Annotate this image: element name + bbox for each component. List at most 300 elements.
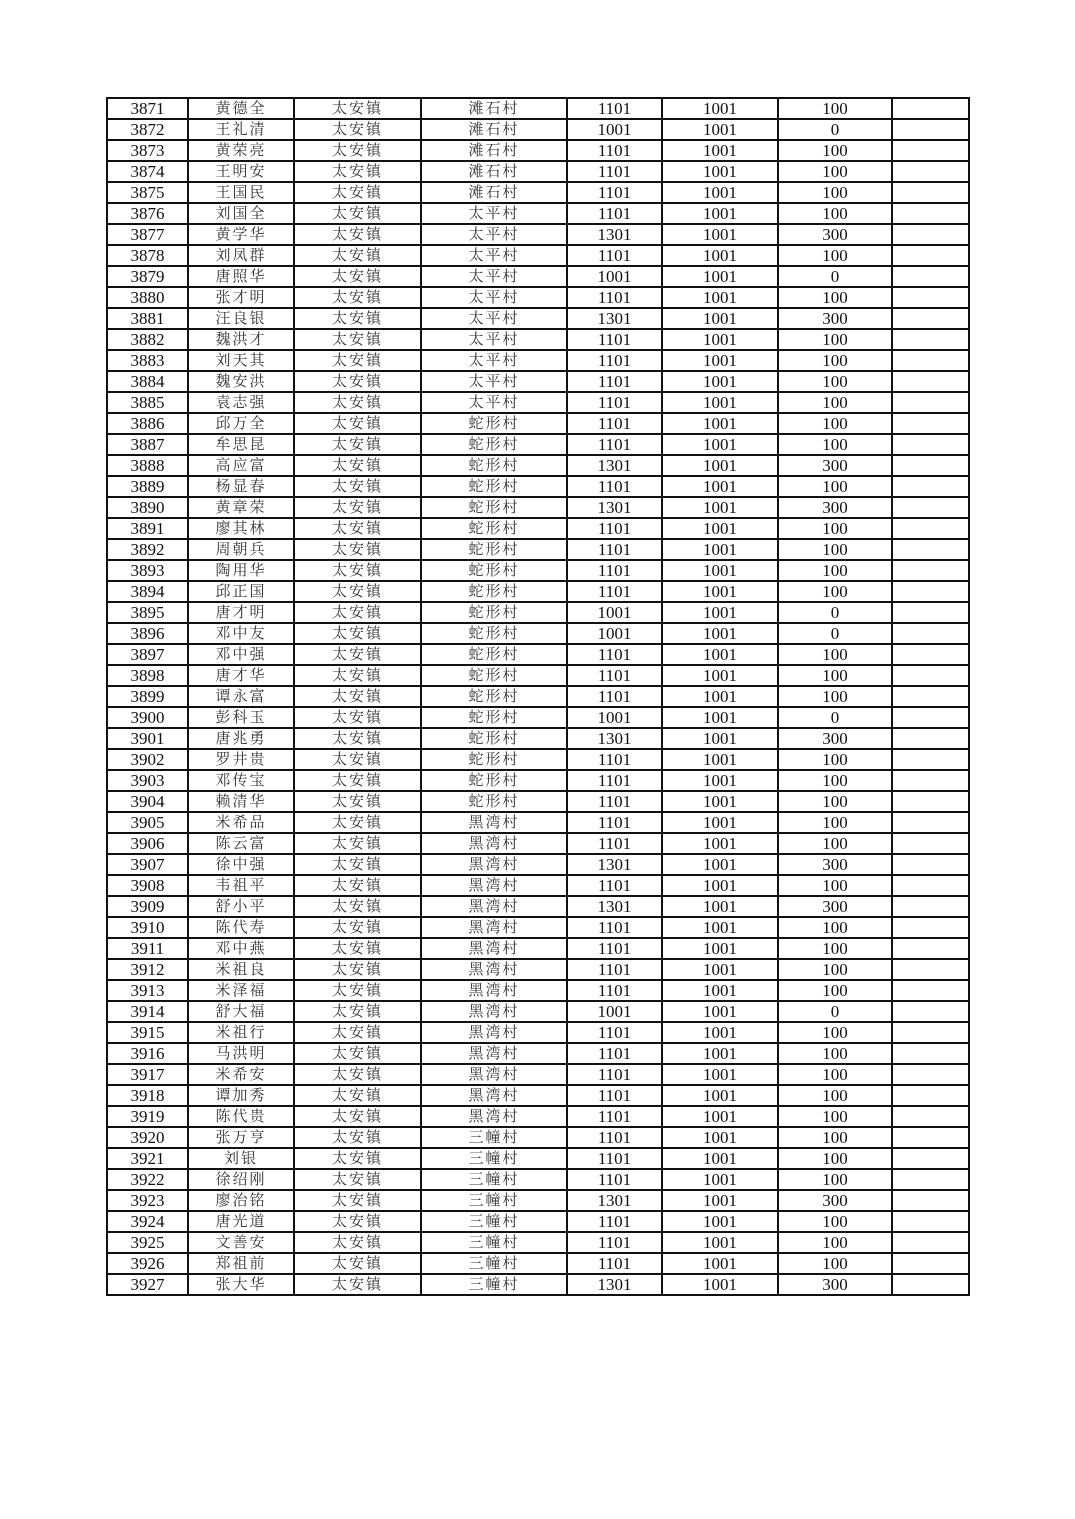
cell-town: 太安镇 — [294, 770, 421, 791]
cell-note — [892, 896, 969, 917]
cell-note — [892, 1022, 969, 1043]
cell-serial-number: 3919 — [107, 1106, 188, 1127]
cell-amount: 100 — [778, 329, 892, 350]
cell-serial-number: 3871 — [107, 98, 188, 119]
cell-code-2: 1001 — [662, 560, 778, 581]
cell-code-1: 1101 — [567, 875, 662, 896]
cell-name: 王国民 — [188, 182, 294, 203]
cell-town: 太安镇 — [294, 560, 421, 581]
cell-code-1: 1001 — [567, 266, 662, 287]
cell-note — [892, 1148, 969, 1169]
table-row — [107, 161, 969, 182]
cell-name: 韦祖平 — [188, 875, 294, 896]
cell-code-1: 1101 — [567, 287, 662, 308]
cell-village: 蛇形村 — [421, 497, 567, 518]
table-row — [107, 1232, 969, 1253]
cell-serial-number: 3906 — [107, 833, 188, 854]
table-row — [107, 476, 969, 497]
cell-amount: 100 — [778, 350, 892, 371]
cell-code-2: 1001 — [662, 476, 778, 497]
cell-town: 太安镇 — [294, 791, 421, 812]
cell-village: 蛇形村 — [421, 770, 567, 791]
table-row — [107, 245, 969, 266]
cell-serial-number: 3926 — [107, 1253, 188, 1274]
cell-code-2: 1001 — [662, 812, 778, 833]
cell-code-2: 1001 — [662, 350, 778, 371]
cell-serial-number: 3918 — [107, 1085, 188, 1106]
cell-code-1: 1101 — [567, 434, 662, 455]
cell-amount: 100 — [778, 392, 892, 413]
cell-amount: 300 — [778, 854, 892, 875]
cell-town: 太安镇 — [294, 812, 421, 833]
cell-note — [892, 245, 969, 266]
cell-note — [892, 980, 969, 1001]
cell-name: 邓传宝 — [188, 770, 294, 791]
cell-serial-number: 3894 — [107, 581, 188, 602]
cell-amount: 100 — [778, 686, 892, 707]
cell-amount: 100 — [778, 749, 892, 770]
cell-code-2: 1001 — [662, 224, 778, 245]
cell-amount: 100 — [778, 434, 892, 455]
cell-serial-number: 3877 — [107, 224, 188, 245]
cell-town: 太安镇 — [294, 371, 421, 392]
cell-note — [892, 812, 969, 833]
cell-code-2: 1001 — [662, 1001, 778, 1022]
cell-town: 太安镇 — [294, 707, 421, 728]
cell-name: 舒大福 — [188, 1001, 294, 1022]
cell-serial-number: 3897 — [107, 644, 188, 665]
cell-name: 刘国全 — [188, 203, 294, 224]
cell-name: 廖其林 — [188, 518, 294, 539]
cell-name: 唐才华 — [188, 665, 294, 686]
cell-town: 太安镇 — [294, 266, 421, 287]
cell-name: 彭科玉 — [188, 707, 294, 728]
cell-serial-number: 3917 — [107, 1064, 188, 1085]
cell-note — [892, 287, 969, 308]
cell-note — [892, 560, 969, 581]
cell-code-2: 1001 — [662, 749, 778, 770]
cell-village: 三幢村 — [421, 1169, 567, 1190]
cell-code-1: 1301 — [567, 497, 662, 518]
cell-village: 蛇形村 — [421, 518, 567, 539]
cell-note — [892, 476, 969, 497]
cell-village: 黑湾村 — [421, 917, 567, 938]
cell-town: 太安镇 — [294, 539, 421, 560]
cell-village: 三幢村 — [421, 1211, 567, 1232]
cell-town: 太安镇 — [294, 287, 421, 308]
cell-note — [892, 497, 969, 518]
cell-note — [892, 623, 969, 644]
cell-village: 蛇形村 — [421, 791, 567, 812]
cell-code-2: 1001 — [662, 602, 778, 623]
cell-serial-number: 3921 — [107, 1148, 188, 1169]
table-row — [107, 875, 969, 896]
cell-village: 太平村 — [421, 287, 567, 308]
cell-town: 太安镇 — [294, 1148, 421, 1169]
cell-code-2: 1001 — [662, 1106, 778, 1127]
cell-note — [892, 791, 969, 812]
cell-name: 陈云富 — [188, 833, 294, 854]
cell-code-2: 1001 — [662, 98, 778, 119]
cell-amount: 100 — [778, 770, 892, 791]
cell-code-2: 1001 — [662, 917, 778, 938]
cell-code-2: 1001 — [662, 1148, 778, 1169]
cell-town: 太安镇 — [294, 497, 421, 518]
table-body — [107, 98, 969, 1295]
table-row — [107, 434, 969, 455]
cell-code-2: 1001 — [662, 434, 778, 455]
table-row — [107, 392, 969, 413]
cell-name: 刘凤群 — [188, 245, 294, 266]
cell-amount: 300 — [778, 497, 892, 518]
cell-code-1: 1301 — [567, 896, 662, 917]
cell-note — [892, 1253, 969, 1274]
cell-note — [892, 182, 969, 203]
cell-code-1: 1101 — [567, 350, 662, 371]
cell-code-1: 1101 — [567, 476, 662, 497]
table-row — [107, 1253, 969, 1274]
cell-name: 周朝兵 — [188, 539, 294, 560]
cell-serial-number: 3896 — [107, 623, 188, 644]
cell-code-1: 1101 — [567, 917, 662, 938]
cell-name: 邱万全 — [188, 413, 294, 434]
cell-note — [892, 581, 969, 602]
table-row — [107, 959, 969, 980]
cell-code-2: 1001 — [662, 833, 778, 854]
cell-code-1: 1101 — [567, 1169, 662, 1190]
cell-note — [892, 413, 969, 434]
cell-serial-number: 3910 — [107, 917, 188, 938]
cell-code-1: 1101 — [567, 1085, 662, 1106]
cell-code-1: 1301 — [567, 224, 662, 245]
cell-note — [892, 602, 969, 623]
cell-code-1: 1101 — [567, 329, 662, 350]
cell-name: 黄荣亮 — [188, 140, 294, 161]
cell-serial-number: 3893 — [107, 560, 188, 581]
table-row — [107, 644, 969, 665]
cell-village: 三幢村 — [421, 1127, 567, 1148]
cell-name: 郑祖前 — [188, 1253, 294, 1274]
table-row — [107, 1022, 969, 1043]
cell-amount: 100 — [778, 875, 892, 896]
table-row — [107, 707, 969, 728]
cell-village: 太平村 — [421, 392, 567, 413]
cell-village: 黑湾村 — [421, 875, 567, 896]
cell-town: 太安镇 — [294, 140, 421, 161]
cell-code-1: 1101 — [567, 560, 662, 581]
cell-town: 太安镇 — [294, 350, 421, 371]
cell-amount: 100 — [778, 1211, 892, 1232]
cell-name: 邓中友 — [188, 623, 294, 644]
cell-town: 太安镇 — [294, 1274, 421, 1295]
cell-town: 太安镇 — [294, 686, 421, 707]
table-row — [107, 602, 969, 623]
cell-note — [892, 371, 969, 392]
cell-code-1: 1101 — [567, 980, 662, 1001]
cell-note — [892, 1127, 969, 1148]
cell-serial-number: 3898 — [107, 665, 188, 686]
cell-town: 太安镇 — [294, 623, 421, 644]
cell-code-2: 1001 — [662, 1232, 778, 1253]
cell-town: 太安镇 — [294, 1106, 421, 1127]
table-row — [107, 581, 969, 602]
cell-village: 蛇形村 — [421, 434, 567, 455]
cell-town: 太安镇 — [294, 329, 421, 350]
cell-amount: 300 — [778, 224, 892, 245]
cell-name: 唐照华 — [188, 266, 294, 287]
cell-town: 太安镇 — [294, 728, 421, 749]
cell-serial-number: 3923 — [107, 1190, 188, 1211]
cell-code-1: 1301 — [567, 1274, 662, 1295]
cell-code-2: 1001 — [662, 413, 778, 434]
cell-code-1: 1101 — [567, 140, 662, 161]
cell-name: 汪良银 — [188, 308, 294, 329]
table-row — [107, 1274, 969, 1295]
cell-note — [892, 1232, 969, 1253]
cell-code-1: 1101 — [567, 812, 662, 833]
table-row — [107, 518, 969, 539]
cell-name: 唐兆勇 — [188, 728, 294, 749]
cell-serial-number: 3880 — [107, 287, 188, 308]
cell-amount: 100 — [778, 833, 892, 854]
cell-note — [892, 1001, 969, 1022]
cell-name: 张万亨 — [188, 1127, 294, 1148]
cell-code-1: 1301 — [567, 1190, 662, 1211]
cell-note — [892, 518, 969, 539]
cell-name: 米希品 — [188, 812, 294, 833]
cell-village: 三幢村 — [421, 1232, 567, 1253]
cell-serial-number: 3874 — [107, 161, 188, 182]
cell-town: 太安镇 — [294, 665, 421, 686]
table-row — [107, 686, 969, 707]
cell-code-1: 1101 — [567, 392, 662, 413]
cell-code-1: 1101 — [567, 1064, 662, 1085]
cell-serial-number: 3912 — [107, 959, 188, 980]
cell-serial-number: 3916 — [107, 1043, 188, 1064]
cell-amount: 0 — [778, 707, 892, 728]
cell-code-2: 1001 — [662, 665, 778, 686]
cell-code-1: 1101 — [567, 1127, 662, 1148]
cell-amount: 100 — [778, 371, 892, 392]
table-row — [107, 770, 969, 791]
cell-amount: 0 — [778, 1001, 892, 1022]
cell-serial-number: 3904 — [107, 791, 188, 812]
cell-code-2: 1001 — [662, 497, 778, 518]
cell-town: 太安镇 — [294, 98, 421, 119]
cell-serial-number: 3903 — [107, 770, 188, 791]
cell-code-1: 1301 — [567, 455, 662, 476]
cell-code-2: 1001 — [662, 1253, 778, 1274]
cell-amount: 100 — [778, 182, 892, 203]
table-row — [107, 1211, 969, 1232]
cell-name: 舒小平 — [188, 896, 294, 917]
cell-amount: 100 — [778, 1127, 892, 1148]
cell-code-1: 1101 — [567, 1148, 662, 1169]
table-row — [107, 665, 969, 686]
cell-town: 太安镇 — [294, 203, 421, 224]
cell-village: 滩石村 — [421, 182, 567, 203]
cell-name: 邓中强 — [188, 644, 294, 665]
cell-village: 蛇形村 — [421, 455, 567, 476]
cell-village: 黑湾村 — [421, 959, 567, 980]
cell-code-2: 1001 — [662, 245, 778, 266]
cell-serial-number: 3914 — [107, 1001, 188, 1022]
cell-code-2: 1001 — [662, 770, 778, 791]
cell-town: 太安镇 — [294, 455, 421, 476]
cell-village: 蛇形村 — [421, 644, 567, 665]
table-row — [107, 749, 969, 770]
cell-code-1: 1101 — [567, 581, 662, 602]
cell-town: 太安镇 — [294, 1064, 421, 1085]
cell-note — [892, 98, 969, 119]
cell-code-2: 1001 — [662, 1022, 778, 1043]
cell-code-1: 1001 — [567, 707, 662, 728]
table-row — [107, 371, 969, 392]
cell-code-2: 1001 — [662, 896, 778, 917]
cell-town: 太安镇 — [294, 1190, 421, 1211]
cell-name: 唐才明 — [188, 602, 294, 623]
table-row — [107, 539, 969, 560]
cell-amount: 100 — [778, 560, 892, 581]
cell-note — [892, 434, 969, 455]
cell-village: 太平村 — [421, 224, 567, 245]
cell-amount: 300 — [778, 896, 892, 917]
cell-village: 黑湾村 — [421, 980, 567, 1001]
cell-note — [892, 854, 969, 875]
cell-note — [892, 665, 969, 686]
table-row — [107, 203, 969, 224]
cell-serial-number: 3885 — [107, 392, 188, 413]
cell-town: 太安镇 — [294, 644, 421, 665]
cell-amount: 100 — [778, 665, 892, 686]
cell-code-1: 1101 — [567, 665, 662, 686]
table-row — [107, 791, 969, 812]
table-row — [107, 329, 969, 350]
cell-note — [892, 917, 969, 938]
table-row — [107, 182, 969, 203]
cell-code-2: 1001 — [662, 980, 778, 1001]
table-row — [107, 1148, 969, 1169]
cell-amount: 100 — [778, 1085, 892, 1106]
table-row — [107, 1169, 969, 1190]
table-row — [107, 896, 969, 917]
table-row — [107, 1001, 969, 1022]
cell-code-1: 1101 — [567, 203, 662, 224]
cell-name: 赖清华 — [188, 791, 294, 812]
cell-village: 黑湾村 — [421, 1022, 567, 1043]
cell-note — [892, 350, 969, 371]
cell-code-1: 1101 — [567, 371, 662, 392]
cell-name: 徐绍刚 — [188, 1169, 294, 1190]
cell-village: 蛇形村 — [421, 602, 567, 623]
cell-code-1: 1101 — [567, 791, 662, 812]
cell-code-2: 1001 — [662, 518, 778, 539]
subsidy-roster-table — [106, 97, 970, 1296]
cell-town: 太安镇 — [294, 1211, 421, 1232]
cell-note — [892, 644, 969, 665]
cell-town: 太安镇 — [294, 749, 421, 770]
cell-name: 黄学华 — [188, 224, 294, 245]
cell-town: 太安镇 — [294, 581, 421, 602]
cell-village: 太平村 — [421, 266, 567, 287]
cell-serial-number: 3900 — [107, 707, 188, 728]
cell-code-2: 1001 — [662, 1127, 778, 1148]
cell-note — [892, 959, 969, 980]
cell-code-2: 1001 — [662, 1169, 778, 1190]
table-row — [107, 455, 969, 476]
cell-note — [892, 308, 969, 329]
cell-town: 太安镇 — [294, 980, 421, 1001]
cell-name: 邱正国 — [188, 581, 294, 602]
cell-code-2: 1001 — [662, 686, 778, 707]
cell-amount: 100 — [778, 1064, 892, 1085]
cell-code-2: 1001 — [662, 308, 778, 329]
cell-code-1: 1101 — [567, 938, 662, 959]
table-row — [107, 1085, 969, 1106]
cell-name: 谭永富 — [188, 686, 294, 707]
cell-name: 张才明 — [188, 287, 294, 308]
cell-village: 蛇形村 — [421, 707, 567, 728]
cell-code-1: 1301 — [567, 308, 662, 329]
cell-village: 三幢村 — [421, 1274, 567, 1295]
cell-code-2: 1001 — [662, 581, 778, 602]
cell-serial-number: 3884 — [107, 371, 188, 392]
cell-village: 蛇形村 — [421, 476, 567, 497]
table-row — [107, 728, 969, 749]
cell-serial-number: 3872 — [107, 119, 188, 140]
cell-amount: 0 — [778, 602, 892, 623]
cell-code-1: 1001 — [567, 623, 662, 644]
cell-serial-number: 3911 — [107, 938, 188, 959]
cell-serial-number: 3902 — [107, 749, 188, 770]
cell-town: 太安镇 — [294, 602, 421, 623]
cell-name: 黄章荣 — [188, 497, 294, 518]
cell-town: 太安镇 — [294, 182, 421, 203]
cell-amount: 100 — [778, 518, 892, 539]
cell-serial-number: 3887 — [107, 434, 188, 455]
cell-amount: 100 — [778, 140, 892, 161]
cell-amount: 0 — [778, 623, 892, 644]
cell-amount: 100 — [778, 581, 892, 602]
cell-code-2: 1001 — [662, 791, 778, 812]
cell-serial-number: 3908 — [107, 875, 188, 896]
cell-code-2: 1001 — [662, 119, 778, 140]
table-row — [107, 938, 969, 959]
table-row — [107, 980, 969, 1001]
cell-name: 刘银 — [188, 1148, 294, 1169]
table-row — [107, 812, 969, 833]
cell-name: 米祖行 — [188, 1022, 294, 1043]
cell-code-2: 1001 — [662, 623, 778, 644]
cell-town: 太安镇 — [294, 476, 421, 497]
cell-town: 太安镇 — [294, 938, 421, 959]
cell-code-1: 1101 — [567, 686, 662, 707]
table-row — [107, 833, 969, 854]
cell-village: 滩石村 — [421, 140, 567, 161]
cell-town: 太安镇 — [294, 1022, 421, 1043]
cell-town: 太安镇 — [294, 1127, 421, 1148]
cell-code-2: 1001 — [662, 1043, 778, 1064]
cell-code-2: 1001 — [662, 455, 778, 476]
cell-town: 太安镇 — [294, 308, 421, 329]
cell-village: 黑湾村 — [421, 896, 567, 917]
cell-code-1: 1101 — [567, 413, 662, 434]
cell-serial-number: 3886 — [107, 413, 188, 434]
cell-town: 太安镇 — [294, 245, 421, 266]
cell-serial-number: 3895 — [107, 602, 188, 623]
cell-amount: 100 — [778, 938, 892, 959]
cell-village: 太平村 — [421, 308, 567, 329]
